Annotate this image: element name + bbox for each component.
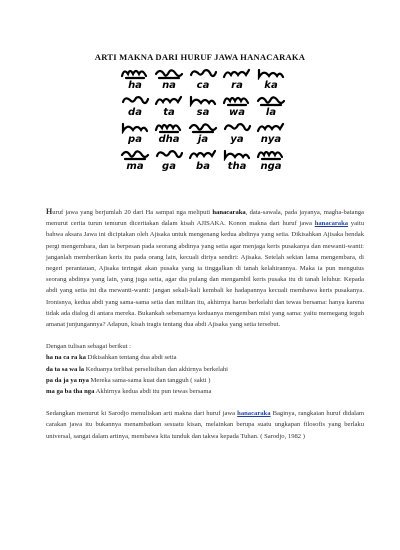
- aksara-latin-label: ha: [128, 80, 142, 91]
- aksara-glyph-icon: [256, 66, 286, 80]
- aksara-cell: [186, 147, 220, 174]
- list-intro: Dengan tulisan sebagai berikut :: [46, 343, 131, 351]
- aksara-glyph-icon: [120, 147, 150, 161]
- verse-meaning: Akhirnya kedua abdi itu pun tewas bersama: [94, 388, 212, 396]
- aksara-cell: [220, 66, 254, 93]
- aksara-glyph-icon: [188, 66, 218, 80]
- aksara-glyph-icon: [256, 120, 286, 134]
- verse-syllables: ma ga ba tha nga: [46, 388, 95, 396]
- verse-line-3: [46, 375, 364, 386]
- aksara-chart: [118, 66, 288, 174]
- aksara-glyph-icon: [188, 93, 218, 107]
- aksara-latin-label: wa: [229, 107, 245, 118]
- aksara-latin-label: tha: [227, 161, 247, 172]
- intro-text-3: yaitu bahwa aksara Jawa ini diciptakan oleh Ajisaka untuk mengenang kedua abdinya yang setia. Dikisahkan Ajisaka hendak pergi mengembara, dan ia berpesan pada seorang abdinya yang setia agar menjaga keris pusakanya dan mewanti-wanti: janganlah memberikan keris itu pada orang lain, kecuali diriya sendiri: Ajisaka. Setelah sekian lama mengembara, di negeri perantauan, Ajisaka teringat akan pusaka yang ia tinggalkan di tanah kelahirannya. Maka ia pun mengutus seorang abdinya yang lain, yang juga setia, agar dia pulang dan mengambil keris pusaka itu di tanah leluhur. Kepada abdi yang setia ini dia mewanti-wanti: jangan sekali-kali kembali ke hadapannya kecuali membawa keris pusakanya. Ironisnya, kedua abdi yang sama-sama setia dan militan itu, akhirnya harus berkelahi dan tewas bersama: hanya karena tidak ada dialog di antara mereka. Bukankah sebenarnya keduanya mengemban misi yang sama: yaitu memegang teguh amanat junjungannya? Adapun, kisah tragis tentang dua abdi Ajisaka yang setia tersebut.: [46, 220, 364, 329]
- aksara-cell: [254, 147, 288, 174]
- aksara-row: [118, 66, 288, 93]
- verse-line-4: [46, 386, 364, 397]
- aksara-glyph-icon: [154, 147, 184, 161]
- aksara-latin-label: ga: [162, 161, 176, 172]
- aksara-cell: [118, 66, 152, 93]
- aksara-cell: [186, 120, 220, 147]
- aksara-latin-label: la: [265, 107, 277, 118]
- aksara-glyph-icon: [222, 120, 252, 134]
- closing-text-2: Baginya, rangkaian huruf didalam carakan jawa itu bukannya menambatkan sesuatu kisan, melainkan berupa suatu ungkapan filosofis yang berlaku universal, sangat dalam artinya, membawa kita tunduk dan takwa kepada Tuhan. ( Sarodjo, 1982 ): [46, 410, 365, 440]
- aksara-row: [118, 93, 288, 120]
- aksara-latin-label: pa: [128, 134, 142, 145]
- aksara-cell: [152, 147, 186, 174]
- hanacaraka-link[interactable]: hanacaraka: [314, 220, 349, 228]
- aksara-glyph-icon: [256, 147, 286, 161]
- aksara-glyph-icon: [154, 120, 184, 134]
- aksara-latin-label: da: [128, 107, 142, 118]
- aksara-cell: [152, 66, 186, 93]
- aksara-cell: [254, 66, 288, 93]
- aksara-latin-label: nga: [260, 161, 282, 172]
- aksara-glyph-icon: [222, 147, 252, 161]
- aksara-glyph-icon: [188, 120, 218, 134]
- verse-meaning: Dikisahkan tentang dua abdi setia: [85, 354, 177, 362]
- aksara-glyph-icon: [120, 120, 150, 134]
- aksara-cell: [118, 93, 152, 120]
- aksara-row: [118, 120, 288, 147]
- aksara-glyph-icon: [222, 66, 252, 80]
- aksara-latin-label: ya: [230, 134, 244, 145]
- aksara-glyph-icon: [188, 147, 218, 161]
- aksara-row: [118, 147, 288, 174]
- aksara-cell: [254, 120, 288, 147]
- aksara-cell: [152, 93, 186, 120]
- aksara-glyph-icon: [120, 66, 150, 80]
- aksara-cell: [220, 120, 254, 147]
- aksara-latin-label: ta: [163, 107, 175, 118]
- aksara-latin-label: ma: [126, 161, 144, 172]
- aksara-latin-label: sa: [196, 107, 210, 118]
- aksara-latin-label: ra: [231, 80, 243, 91]
- intro-paragraph: [46, 206, 364, 330]
- bold-term: hanacaraka: [212, 209, 246, 216]
- verse-meaning: Mereka sama-sama kuat dan tangguh ( sakti ): [88, 376, 211, 384]
- verse-syllables: pa da ja ya nya: [46, 376, 89, 384]
- aksara-cell: [186, 93, 220, 120]
- aksara-cell: [220, 93, 254, 120]
- aksara-glyph-icon: [154, 93, 184, 107]
- aksara-cell: [152, 120, 186, 147]
- aksara-glyph-icon: [222, 93, 252, 107]
- aksara-cell: [220, 147, 254, 174]
- verse-syllables: da ta sa wa la: [46, 365, 85, 373]
- aksara-cell: [118, 120, 152, 147]
- aksara-latin-label: na: [162, 80, 176, 91]
- aksara-latin-label: ba: [196, 161, 210, 172]
- aksara-latin-label: nya: [260, 134, 282, 145]
- hanacaraka-link[interactable]: hanacaraka: [237, 410, 271, 418]
- aksara-glyph-icon: [256, 93, 286, 107]
- aksara-latin-label: dha: [158, 134, 180, 145]
- intro-text-1: uruf jawa yang berjumlah 20 dari Ha sampai nga meliputi: [52, 209, 213, 216]
- aksara-glyph-icon: [154, 66, 184, 80]
- page-title: ARTI MAKNA DARI HURUF JAWA HANACARAKA: [94, 52, 306, 62]
- article-body: [46, 206, 364, 442]
- aksara-latin-label: ja: [197, 134, 209, 145]
- aksara-latin-label: ca: [196, 80, 210, 91]
- verse-meaning: Keduanya terlibat perselisihan dan akhirnya berkelahi: [84, 365, 229, 373]
- verse-line-2: [46, 364, 364, 375]
- closing-paragraph: [46, 408, 364, 442]
- aksara-cell: [186, 66, 220, 93]
- aksara-glyph-icon: [120, 93, 150, 107]
- aksara-latin-label: ka: [264, 80, 278, 91]
- verse-line-1: [46, 352, 364, 363]
- dropcap: H: [46, 207, 53, 216]
- intro-text-2: , data-sawala, pada jayanya, magha-batanga menurut cerita turun temurun diceritakan dalam kisah AJISAKA. Konon makna dari huruf jawa: [46, 209, 364, 228]
- closing-text-1: Sedangkan menurut ki Sarodjo menuliskan arti makna dari huruf jawa: [46, 410, 238, 418]
- aksara-cell: [254, 93, 288, 120]
- verse-syllables: ha na ca ra ka: [46, 354, 86, 362]
- aksara-cell: [118, 147, 152, 174]
